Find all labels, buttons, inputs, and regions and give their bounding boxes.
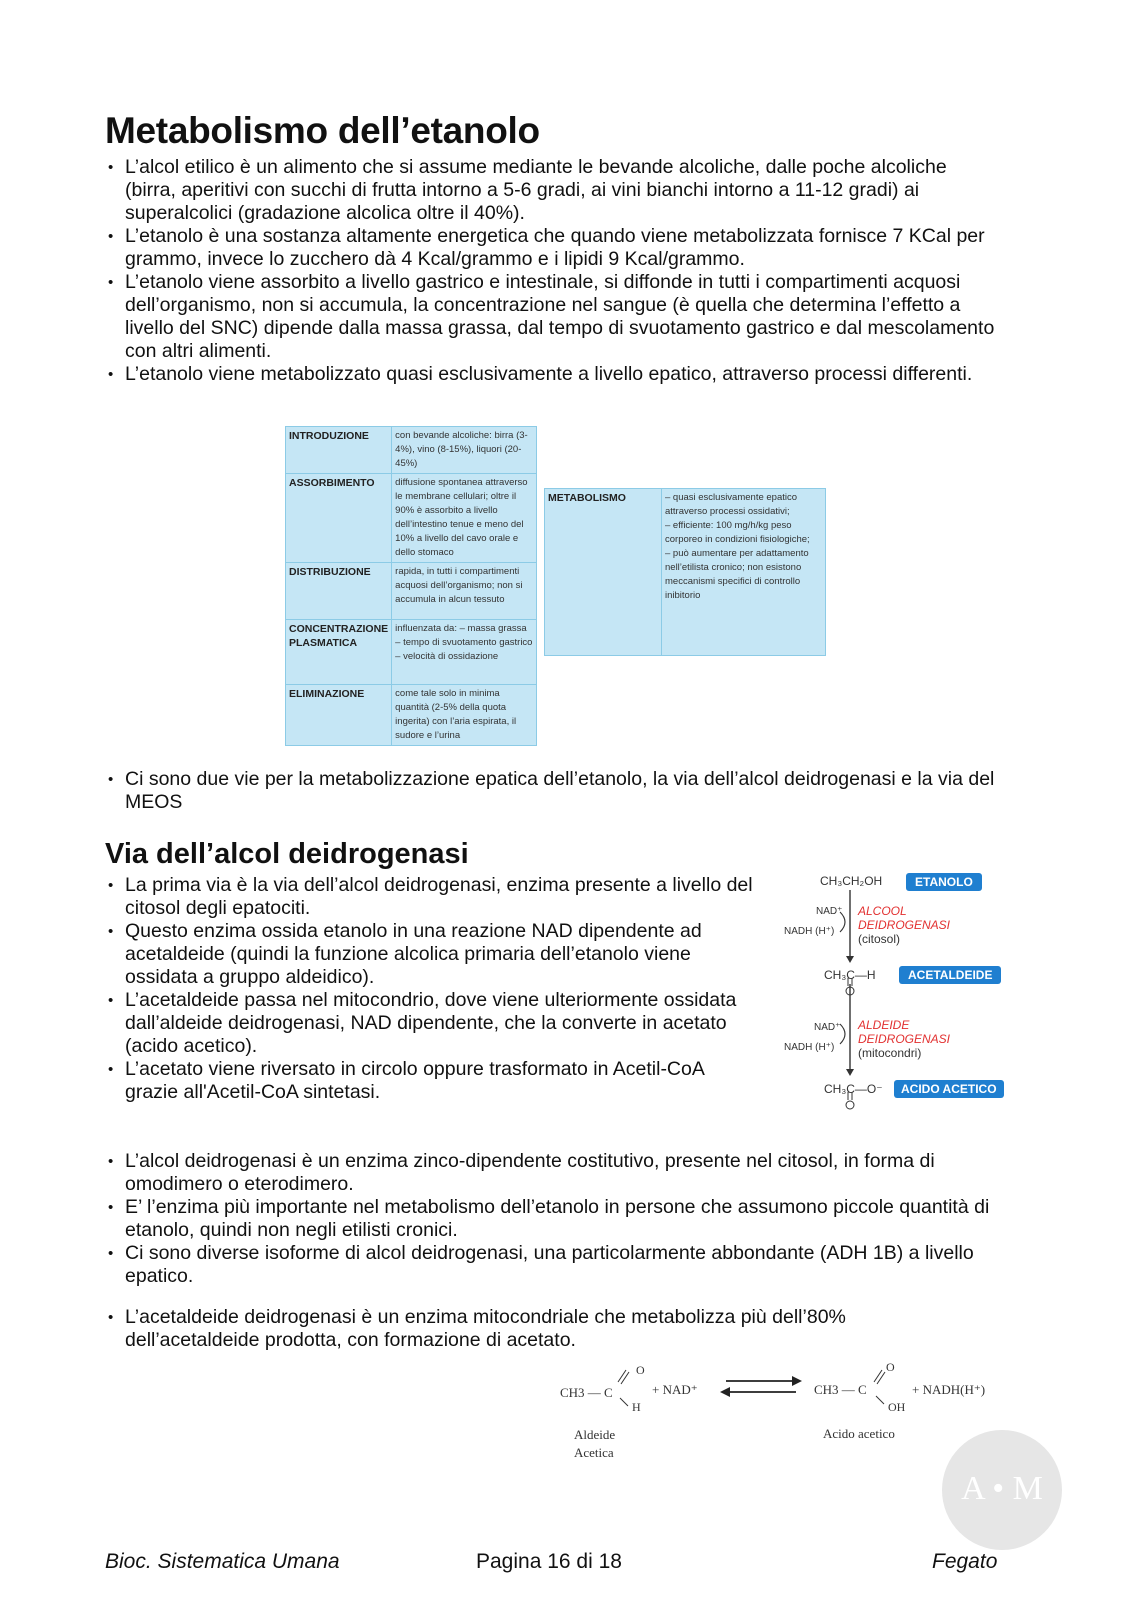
aldh-bullets: [108, 1306, 908, 1352]
adh-bullets: [108, 874, 758, 1104]
list-item: • Ci sono diverse isoforme di alcol deidrogenasi, una particolarmente abbondante (ADH 1B) a livello epatico.: [108, 1242, 998, 1288]
table-head: ELIMINAZIONE: [286, 685, 392, 746]
acetic-acid-name: Acido acetico: [823, 1426, 895, 1441]
list-item: • Ci sono due vie per la metabolizzazione epatica dell’etanolo, la via dell’alcol deidrogenasi e la via del MEOS: [108, 768, 998, 814]
oxygen-atom-label: O: [636, 1363, 645, 1377]
arrowhead: [720, 1387, 730, 1397]
table-cell: con bevande alcoliche: birra (3-4%), vino (8-15%), liquori (20-45%): [392, 427, 537, 474]
reaction-diagram: [556, 1360, 1006, 1470]
acetic-formula: CH₃C—O⁻: [824, 1082, 883, 1096]
table-cell: come tale solo in minima quantità (2-5% della quota ingerita) con l’aria espirata, il sudore e l’urina: [392, 685, 537, 746]
enzyme-aldh: [858, 1018, 968, 1060]
oxygen-atom-label: O: [886, 1360, 895, 1374]
nad-label: NAD⁺: [814, 1022, 841, 1033]
table-row: [545, 489, 826, 656]
arrowhead: [846, 1069, 854, 1076]
bond: [876, 1396, 884, 1404]
page-title: Metabolismo dell’etanolo: [105, 110, 540, 151]
ethanol-label: ETANOLO: [906, 873, 982, 891]
enzyme-location: (citosol): [858, 932, 901, 946]
adh-detail-bullets: [108, 1150, 998, 1288]
acetaldehyde-formula: CH₃C—H: [824, 968, 876, 982]
table-head: DISTRIBUZIONE: [286, 563, 392, 620]
list-item: • Questo enzima ossida etanolo in una reazione NAD dipendente ad acetaldeide (quindi la funzione alcolica primaria dell’etanolo viene ossidata a gruppo aldeidico).: [108, 920, 758, 989]
table-row: [286, 563, 537, 620]
table-row: [286, 474, 537, 563]
list-item: • L’alcol deidrogenasi è un enzima zinco-dipendente costitutivo, presente nel citosol, in forma di omodimero o eterodimero.: [108, 1150, 998, 1196]
table-row: [286, 685, 537, 746]
metabolism-item: – quasi esclusivamente epatico attraverso processi ossidativi;: [665, 492, 798, 517]
table-row: [286, 427, 537, 474]
nad-label: NAD⁺: [816, 906, 843, 917]
nadh-label: NADH (H⁺): [784, 1042, 835, 1053]
aldehyde-formula: CH3 — C: [560, 1385, 613, 1400]
bond: [877, 1372, 885, 1384]
list-item: • L’acetaldeide deidrogenasi è un enzima mitocondriale che metabolizza più dell’80% dell’acetaldeide prodotta, con formazione di acetato.: [108, 1306, 908, 1352]
footer-right: Fegato: [932, 1550, 998, 1573]
bond: [621, 1372, 629, 1384]
bond: [620, 1398, 628, 1406]
list-item: • L’alcol etilico è un alimento che si assume mediante le bevande alcoliche, dalle poche alcoliche (birra, aperitivi con succhi di frutta intorno a 5-6 gradi, ai vini bianchi intorno a 11-12 gradi) ai superalcolici (gradazione alcolica oltre il 40%).: [108, 156, 998, 225]
list-item: • L’etanolo viene assorbito a livello gastrico e intestinale, si diffonde in tutti i compartimenti acquosi dell’organismo, non si accumula, la concentrazione nel sangue (è quella che determina l’effetto a livello del SNC) dipende dalla massa grassa, dal tempo di svuotamento gastrico e dal mescolamento con altri alimenti.: [108, 271, 998, 363]
enzyme-location: (mitocondri): [858, 1046, 922, 1060]
table-head: INTRODUZIONE: [286, 427, 392, 474]
enzyme-adh: [858, 904, 968, 946]
page-number: Pagina 16 di 18: [476, 1550, 622, 1573]
metabolism-table: [544, 488, 826, 656]
nadh-label: NADH (H⁺): [784, 926, 835, 937]
acetic-formula: CH3 — C: [814, 1382, 867, 1397]
ethanol-formula: CH₃CH₂OH: [820, 874, 883, 888]
oxygen-atom: [846, 1101, 854, 1109]
watermark-logo: [942, 1430, 1062, 1550]
hydroxyl-label: OH: [888, 1400, 906, 1414]
list-item: • L’etanolo è una sostanza altamente energetica che quando viene metabolizzata fornisce 7 KCal per grammo, invece lo zucchero dà 4 Kcal/grammo e i lipidi 9 Kcal/grammo.: [108, 225, 998, 271]
cofactor-arrow: [840, 1024, 845, 1044]
table-cell: [662, 489, 826, 656]
nadh-plus: + NADH(H⁺): [912, 1382, 986, 1397]
table-cell: rapida, in tutti i compartimenti acquosi dell’organismo; non si accumula in alcun tessuto: [392, 563, 537, 620]
list-item: • L’acetato viene riversato in circolo oppure trasformato in Acetil-CoA grazie all'Acetil-CoA sintetasi.: [108, 1058, 758, 1104]
bond: [874, 1370, 882, 1382]
aldehyde-name-line: Acetica: [574, 1445, 614, 1460]
two-ways-bullets: [108, 768, 998, 814]
list-item: • E’ l’enzima più importante nel metabolismo dell’etanolo in persone che assumono piccole quantità di etanolo, quindi non negli etilisti cronici.: [108, 1196, 998, 1242]
table-head: ASSORBIMENTO: [286, 474, 392, 563]
intro-bullets: [108, 156, 998, 386]
footer-left: Bioc. Sistematica Umana: [105, 1550, 340, 1573]
acetic-acid-label: ACIDO ACETICO: [894, 1080, 1004, 1098]
section-title: Via dell’alcol deidrogenasi: [105, 838, 469, 870]
nad-plus: + NAD⁺: [652, 1382, 698, 1397]
metabolism-item: – può aumentare per adattamento nell’etilista cronico; non esistono meccanismi specifici di controllo inibitorio: [665, 548, 809, 601]
pathway-diagram: [778, 866, 1008, 1126]
table-cell: diffusione spontanea attraverso le membrane cellulari; oltre il 90% è assorbito a livello dell’intestino tenue e meno del 10% a livello del cavo orale e dello stomaco: [392, 474, 537, 563]
hydrogen-atom-label: H: [632, 1400, 641, 1414]
arrowhead: [846, 956, 854, 963]
table-cell: influenzata da: – massa grassa – tempo di svuotamento gastrico – velocità di ossidazione: [392, 620, 537, 685]
watermark-text: A • M: [961, 1470, 1043, 1507]
acetaldehyde-label: ACETALDEIDE: [899, 966, 1001, 984]
list-item: • L’acetaldeide passa nel mitocondrio, dove viene ulteriormente ossidata dall’aldeide deidrogenasi, NAD dipendente, che la converte in acetato (acido acetico).: [108, 989, 758, 1058]
reaction-arrows: [556, 1360, 1006, 1470]
list-item: • L’etanolo viene metabolizzato quasi esclusivamente a livello epatico, attraverso processi differenti.: [108, 363, 998, 386]
bond: [618, 1370, 626, 1382]
table-head: METABOLISMO: [545, 489, 662, 656]
table-row: [286, 620, 537, 685]
aldehyde-name-line: Aldeide: [574, 1427, 616, 1442]
pharmacokinetics-table: [285, 426, 537, 746]
arrowhead: [792, 1376, 802, 1386]
metabolism-item: – efficiente: 100 mg/h/kg peso corporeo in condizioni fisiologiche;: [665, 520, 810, 545]
list-item: • La prima via è la via dell’alcol deidrogenasi, enzima presente a livello del citosol degli epatociti.: [108, 874, 758, 920]
table-head: CONCENTRAZIONE PLASMATICA: [286, 620, 392, 685]
enzyme-name: ALDEIDE DEIDROGENASI: [858, 1018, 951, 1046]
enzyme-name: ALCOOL DEIDROGENASI: [858, 904, 951, 932]
